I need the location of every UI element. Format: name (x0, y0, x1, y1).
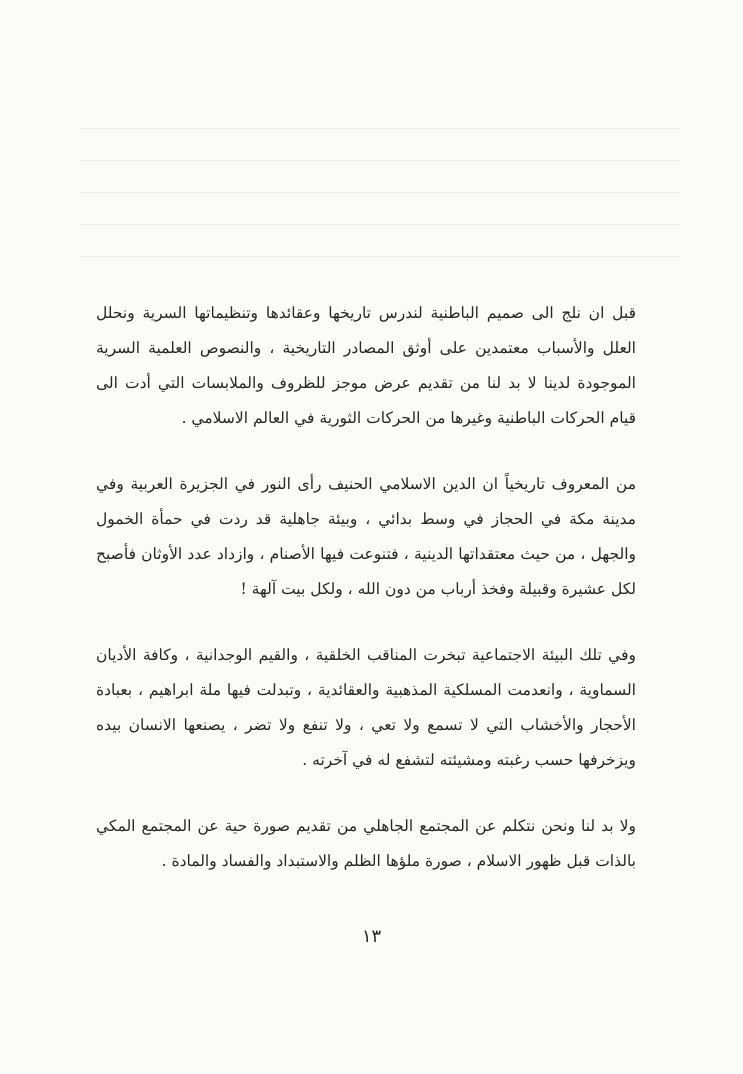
paragraph-4: ولا بد لنا ونحن نتكلم عن المجتمع الجاهلي من تقديم صورة حية عن المجتمع المكي بالذات قبل ظهور الاسلام ، صورة ملؤها الظلم والاستبداد والفساد والمادة . (96, 817, 636, 870)
bleed-through-line (80, 128, 680, 129)
bleed-through-line (80, 192, 680, 193)
page-number: ١٣ (361, 926, 382, 947)
paragraph-1: قبل ان نلج الى صميم الباطنية لندرس تاريخها وعقائدها وتنظيماتها السرية ونحلل العلل والأسباب معتمدين على أوثق المصادر التاريخية ، والنصوص العلمية السرية الموجودة لدينا لا بد لنا من تقديم عرض موجز للظروف والملابسات التي أدت الى قيام الحركات الباطنية وغيرها من الحركات الثورية في العالم الاسلامي . (96, 304, 636, 427)
body-text (96, 296, 636, 879)
bleed-through-line (80, 160, 680, 161)
paragraph-2: من المعروف تاريخياً ان الدين الاسلامي الحنيف رأى النور في الجزيرة العربية وفي مدينة مكة في الحجاز في وسط بدائي ، وبيئة جاهلية قد ردت في حمأة الخمول والجهل ، من حيث معتقداتها الدينية ، فتنوعت فيها الأصنام ، وازداد عدد الأوثان فأصبح لكل عشيرة وقبيلة وفخذ أرباب من دون الله ، ولكل بيت آلهة ! (96, 475, 636, 598)
paragraph-3: وفي تلك البيئة الاجتماعية تبخرت المناقب الخلقية ، والقيم الوجدانية ، وكافة الأديان السماوية ، وانعدمت المسلكية المذهبية والعقائدية ، وتبدلت فيها ملة ابراهيم ، بعبادة الأحجار والأخشاب التي لا تسمع ولا تعي ، ولا تنفع ولا تضر ، يصنعها الانسان بيده ويزخرفها حسب رغبته ومشيئته لتشفع له في آخرته . (96, 646, 636, 769)
bleed-through-line (80, 224, 680, 225)
bleed-through-line (80, 256, 680, 257)
